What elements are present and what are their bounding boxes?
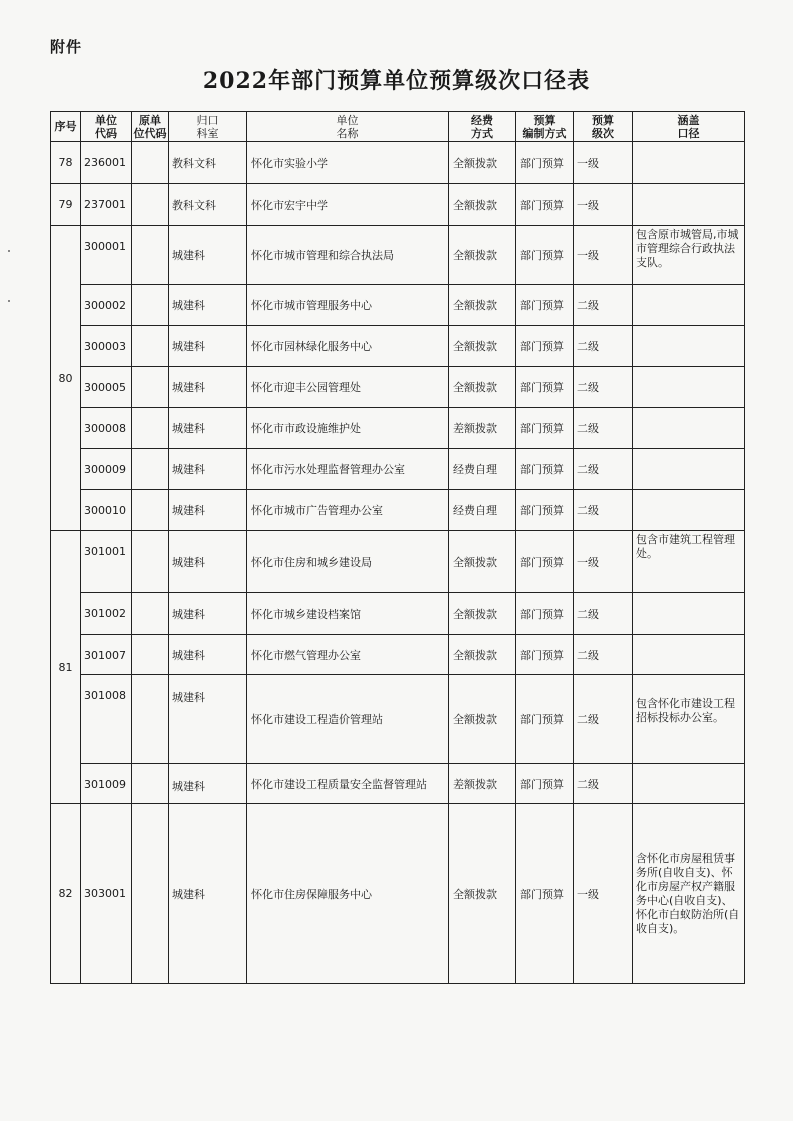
cell-name: 怀化市污水处理监督管理办公室 <box>247 449 449 490</box>
cell-level: 二级 <box>574 675 633 764</box>
cell-old-code <box>132 184 169 226</box>
cell-old-code <box>132 226 169 285</box>
header-seq: 序号 <box>51 112 81 142</box>
cell-old-code <box>132 593 169 635</box>
table-row <box>51 326 745 367</box>
header-code: 单位 代码 <box>81 112 132 142</box>
cell-level: 二级 <box>574 764 633 804</box>
cell-section: 教科文科 <box>169 142 247 184</box>
scan-mark <box>8 300 10 302</box>
cell-cover: 包含原市城管局,市城市管理综合行政执法支队。 <box>633 226 745 285</box>
cell-code: 300010 <box>81 490 132 531</box>
cell-funding: 差额拨款 <box>449 764 516 804</box>
cell-level: 二级 <box>574 635 633 675</box>
attachment-label: 附件 <box>50 38 83 56</box>
header-section: 归口 科室 <box>169 112 247 142</box>
cell-prep: 部门预算 <box>516 326 574 367</box>
cell-old-code <box>132 142 169 184</box>
page-title: 2022年部门预算单位预算级次口径表 <box>202 68 591 94</box>
cell-code: 237001 <box>81 184 132 226</box>
cell-section: 城建科 <box>169 408 247 449</box>
cell-level: 一级 <box>574 531 633 593</box>
cell-seq: 80 <box>51 226 81 531</box>
cell-code: 300002 <box>81 285 132 326</box>
cell-prep: 部门预算 <box>516 285 574 326</box>
table-row <box>51 804 745 984</box>
cell-prep: 部门预算 <box>516 531 574 593</box>
cell-name: 怀化市燃气管理办公室 <box>247 635 449 675</box>
cell-cover <box>633 408 745 449</box>
cell-name: 怀化市城市管理和综合执法局 <box>247 226 449 285</box>
cell-code: 300003 <box>81 326 132 367</box>
cell-funding: 全额拨款 <box>449 326 516 367</box>
header-prep: 预算 编制方式 <box>516 112 574 142</box>
cell-code: 300001 <box>81 226 132 285</box>
cell-section: 城建科 <box>169 226 247 285</box>
cell-name: 怀化市宏宇中学 <box>247 184 449 226</box>
cell-seq: 79 <box>51 184 81 226</box>
cell-level: 一级 <box>574 142 633 184</box>
cell-old-code <box>132 675 169 764</box>
budget-level-table <box>50 111 745 984</box>
cell-level: 二级 <box>574 593 633 635</box>
cell-funding: 全额拨款 <box>449 593 516 635</box>
cell-name: 怀化市城市管理服务中心 <box>247 285 449 326</box>
cell-old-code <box>132 490 169 531</box>
cell-old-code <box>132 285 169 326</box>
cell-cover: 含怀化市房屋租赁事务所(自收自支)、怀化市房屋产权产籍服务中心(自收自支)、怀化市白蚁防治所(自收自支)。 <box>633 804 745 984</box>
cell-code: 300005 <box>81 367 132 408</box>
cell-section: 城建科 <box>169 326 247 367</box>
cell-prep: 部门预算 <box>516 184 574 226</box>
cell-section: 城建科 <box>169 285 247 326</box>
cell-name: 怀化市实验小学 <box>247 142 449 184</box>
cell-name: 怀化市市政设施维护处 <box>247 408 449 449</box>
cell-name: 怀化市住房和城乡建设局 <box>247 531 449 593</box>
cell-prep: 部门预算 <box>516 635 574 675</box>
cell-cover <box>633 764 745 804</box>
cell-section: 城建科 <box>169 531 247 593</box>
cell-code: 300008 <box>81 408 132 449</box>
header-row <box>51 112 745 142</box>
table-row <box>51 184 745 226</box>
cell-old-code <box>132 408 169 449</box>
cell-section: 城建科 <box>169 764 247 804</box>
header-level: 预算 级次 <box>574 112 633 142</box>
cell-old-code <box>132 635 169 675</box>
scan-mark <box>8 250 10 252</box>
table-row <box>51 764 745 804</box>
cell-section: 教科文科 <box>169 184 247 226</box>
cell-name: 怀化市住房保障服务中心 <box>247 804 449 984</box>
cell-funding: 经费自理 <box>449 490 516 531</box>
cell-level: 二级 <box>574 408 633 449</box>
cell-funding: 全额拨款 <box>449 142 516 184</box>
table-row <box>51 226 745 285</box>
cell-cover <box>633 593 745 635</box>
cell-cover <box>633 326 745 367</box>
table-row <box>51 531 745 593</box>
cell-funding: 全额拨款 <box>449 184 516 226</box>
cell-funding: 全额拨款 <box>449 367 516 408</box>
cell-section: 城建科 <box>169 367 247 408</box>
cell-level: 一级 <box>574 226 633 285</box>
cell-code: 301001 <box>81 531 132 593</box>
cell-level: 一级 <box>574 184 633 226</box>
table-row <box>51 142 745 184</box>
cell-old-code <box>132 367 169 408</box>
cell-old-code <box>132 531 169 593</box>
cell-level: 一级 <box>574 804 633 984</box>
cell-old-code <box>132 326 169 367</box>
cell-cover <box>633 449 745 490</box>
cell-cover <box>633 142 745 184</box>
cell-section: 城建科 <box>169 449 247 490</box>
cell-funding: 经费自理 <box>449 449 516 490</box>
cell-old-code <box>132 804 169 984</box>
header-old-code: 原单 位代码 <box>133 113 167 140</box>
cell-code: 236001 <box>81 142 132 184</box>
cell-name: 怀化市园林绿化服务中心 <box>247 326 449 367</box>
cell-prep: 部门预算 <box>516 367 574 408</box>
cell-name: 怀化市建设工程造价管理站 <box>247 675 449 764</box>
cell-funding: 全额拨款 <box>449 675 516 764</box>
cell-funding: 差额拨款 <box>449 408 516 449</box>
cell-level: 二级 <box>574 326 633 367</box>
cell-funding: 全额拨款 <box>449 285 516 326</box>
cell-section: 城建科 <box>169 490 247 531</box>
cell-prep: 部门预算 <box>516 675 574 764</box>
cell-seq: 78 <box>51 142 81 184</box>
cell-cover <box>633 635 745 675</box>
cell-prep: 部门预算 <box>516 593 574 635</box>
cell-section: 城建科 <box>169 593 247 635</box>
cell-section: 城建科 <box>169 675 247 764</box>
cell-cover <box>633 367 745 408</box>
cell-name: 怀化市建设工程质量安全监督管理站 <box>247 764 449 804</box>
cell-code: 301007 <box>81 635 132 675</box>
cell-prep: 部门预算 <box>516 804 574 984</box>
cell-prep: 部门预算 <box>516 449 574 490</box>
cell-prep: 部门预算 <box>516 490 574 531</box>
cell-cover <box>633 490 745 531</box>
cell-name: 怀化市城乡建设档案馆 <box>247 593 449 635</box>
cell-prep: 部门预算 <box>516 764 574 804</box>
cell-prep: 部门预算 <box>516 408 574 449</box>
cell-code: 303001 <box>81 804 132 984</box>
cell-code: 301009 <box>81 764 132 804</box>
cell-cover: 包含怀化市建设工程招标投标办公室。 <box>633 675 745 764</box>
table-row <box>51 449 745 490</box>
cell-prep: 部门预算 <box>516 142 574 184</box>
header-funding: 经费 方式 <box>449 112 516 142</box>
cell-cover: 包含市建筑工程管理处。 <box>633 531 745 593</box>
table-row <box>51 635 745 675</box>
cell-seq: 82 <box>51 804 81 984</box>
header-name: 单位 名称 <box>247 112 449 142</box>
cell-section: 城建科 <box>169 635 247 675</box>
cell-section: 城建科 <box>169 804 247 984</box>
table-row <box>51 285 745 326</box>
cell-funding: 全额拨款 <box>449 804 516 984</box>
cell-funding: 全额拨款 <box>449 635 516 675</box>
cell-funding: 全额拨款 <box>449 226 516 285</box>
cell-level: 二级 <box>574 449 633 490</box>
cell-level: 二级 <box>574 490 633 531</box>
table-row <box>51 593 745 635</box>
cell-name: 怀化市迎丰公园管理处 <box>247 367 449 408</box>
table-row <box>51 408 745 449</box>
table-row <box>51 675 745 764</box>
cell-cover <box>633 285 745 326</box>
cell-cover <box>633 184 745 226</box>
cell-name: 怀化市城市广告管理办公室 <box>247 490 449 531</box>
cell-old-code <box>132 764 169 804</box>
table-row <box>51 490 745 531</box>
cell-level: 二级 <box>574 285 633 326</box>
cell-code: 301002 <box>81 593 132 635</box>
header-cover: 涵盖 口径 <box>633 112 745 142</box>
cell-funding: 全额拨款 <box>449 531 516 593</box>
cell-level: 二级 <box>574 367 633 408</box>
table-row <box>51 367 745 408</box>
cell-prep: 部门预算 <box>516 226 574 285</box>
cell-code: 300009 <box>81 449 132 490</box>
cell-seq: 81 <box>51 531 81 804</box>
cell-old-code <box>132 449 169 490</box>
cell-code: 301008 <box>81 675 132 764</box>
